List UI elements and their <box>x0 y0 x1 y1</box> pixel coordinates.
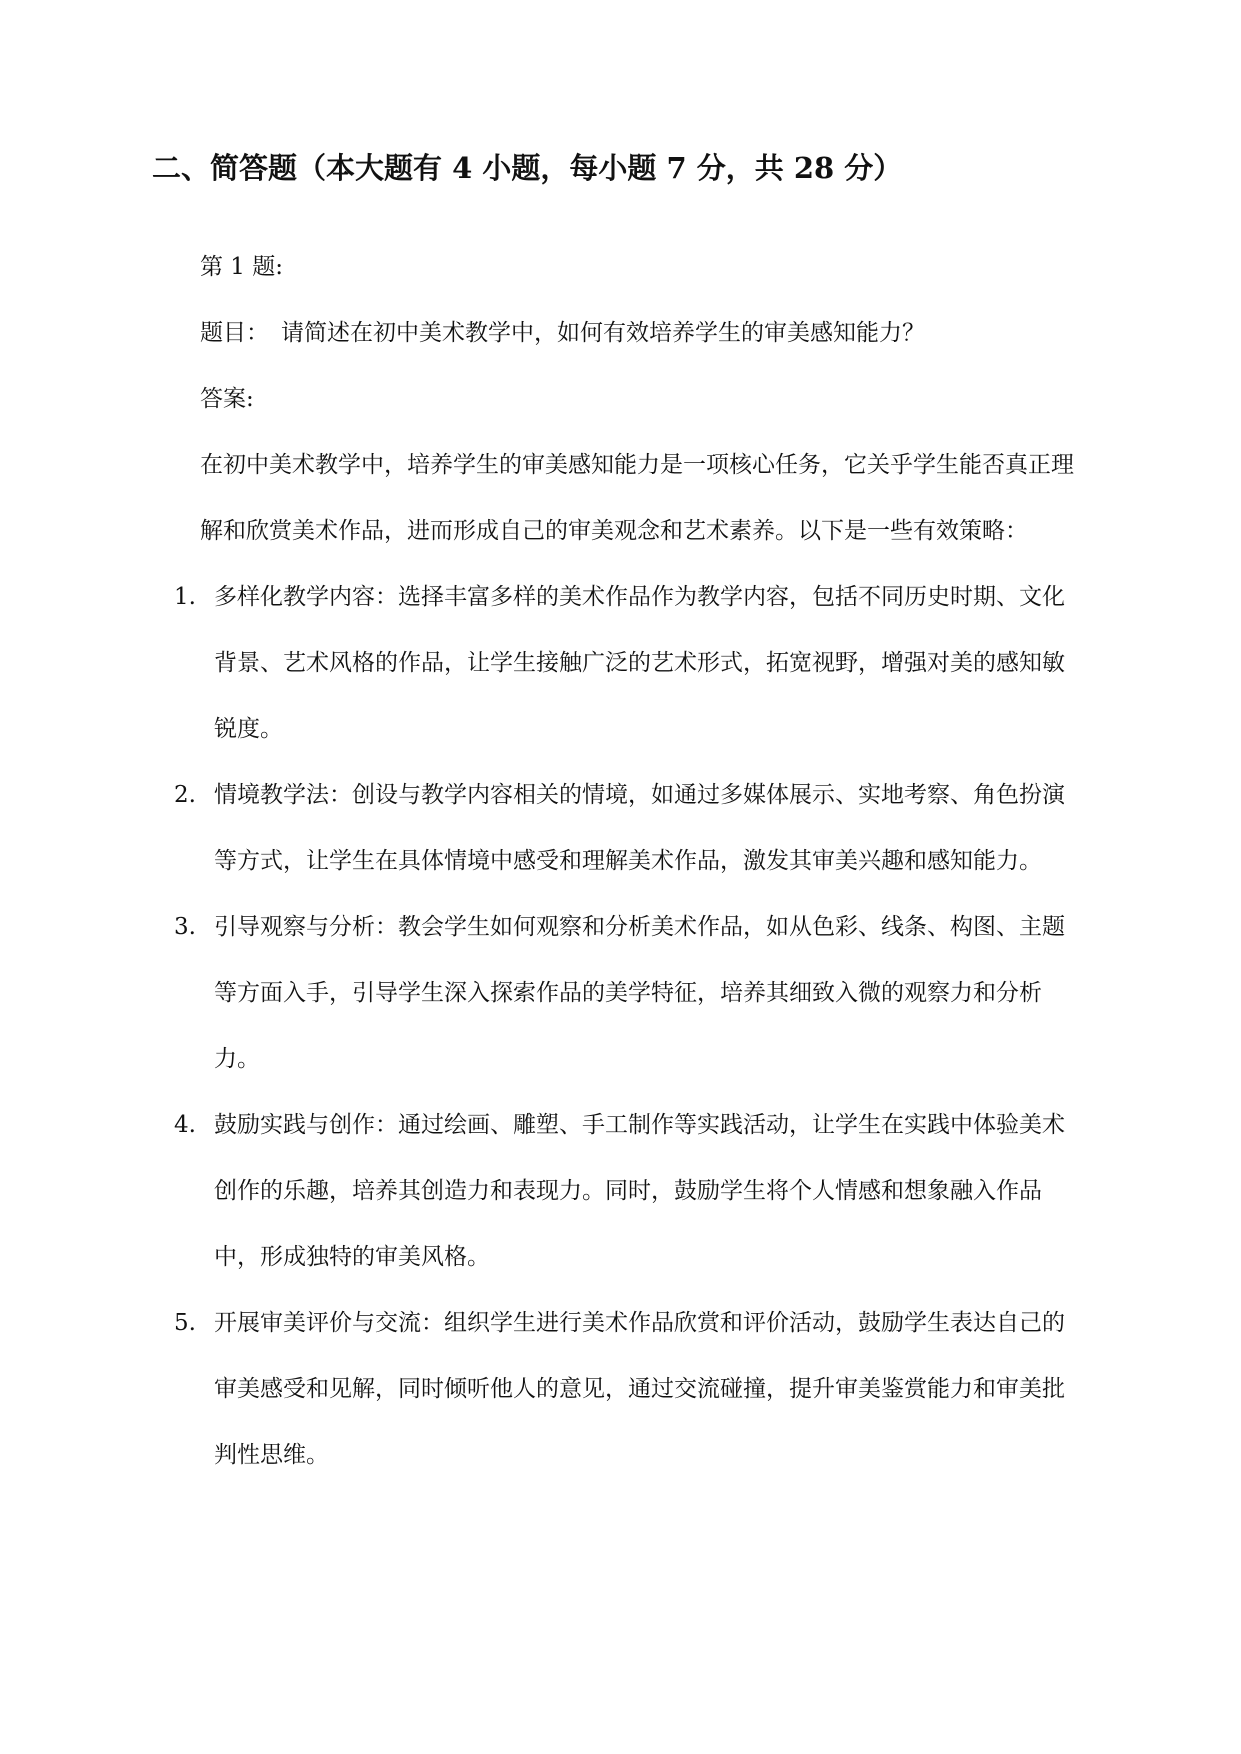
strategy-text: 开展审美评价与交流：组织学生进行美术作品欣赏和评价活动，鼓励学生表达自己的审美感受和见解，同时倾听他人的意见，通过交流碰撞，提升审美鉴赏能力和审美批判性思维。 <box>214 1310 1065 1468</box>
strategy-text: 情境教学法：创设与教学内容相关的情境，如通过多媒体展示、实地考察、角色扮演等方式，让学生在具体情境中感受和理解美术作品，激发其审美兴趣和感知能力。 <box>214 782 1065 874</box>
question-prompt <box>200 300 1100 366</box>
strategy-text: 引导观察与分析：教会学生如何观察和分析美术作品，如从色彩、线条、构图、主题等方面入手，引导学生深入探索作品的美学特征，培养其细致入微的观察力和分析力。 <box>214 914 1065 1072</box>
strategy-item-2 <box>174 762 1082 894</box>
strategy-item-5 <box>174 1290 1082 1488</box>
strategy-item-1 <box>174 564 1082 762</box>
question-prompt-label: 题目： <box>200 320 269 346</box>
question-block <box>174 234 1100 1488</box>
question-number: 第 1 题: <box>200 254 284 280</box>
strategy-number: 2. <box>174 782 196 808</box>
strategy-list <box>174 564 1100 1488</box>
answer-intro: 在初中美术教学中，培养学生的审美感知能力是一项核心任务，它关乎学生能否真正理解和欣赏美术作品，进而形成自己的审美观念和艺术素养。以下是一些有效策略： <box>200 452 1074 544</box>
strategy-number: 4. <box>174 1112 196 1138</box>
question-prompt-text: 请简述在初中美术教学中，如何有效培养学生的审美感知能力？ <box>281 320 925 346</box>
strategy-item-4 <box>174 1092 1082 1290</box>
strategy-item-3 <box>174 894 1082 1092</box>
strategy-number: 3. <box>174 914 196 940</box>
section-title: 二、简答题（本大题有 4 小题，每小题 7 分，共 28 分） <box>152 151 903 185</box>
strategy-text: 多样化教学内容：选择丰富多样的美术作品作为教学内容，包括不同历史时期、文化背景、艺术风格的作品，让学生接触广泛的艺术形式，拓宽视野，增强对美的感知敏锐度。 <box>214 584 1065 742</box>
strategy-text: 鼓励实践与创作：通过绘画、雕塑、手工制作等实践活动，让学生在实践中体验美术创作的乐趣，培养其创造力和表现力。同时，鼓励学生将个人情感和想象融入作品中，形成独特的审美风格。 <box>214 1112 1065 1270</box>
strategy-number: 1. <box>174 584 196 610</box>
answer-label: 答案: <box>200 386 254 412</box>
strategy-number: 5. <box>174 1310 196 1336</box>
